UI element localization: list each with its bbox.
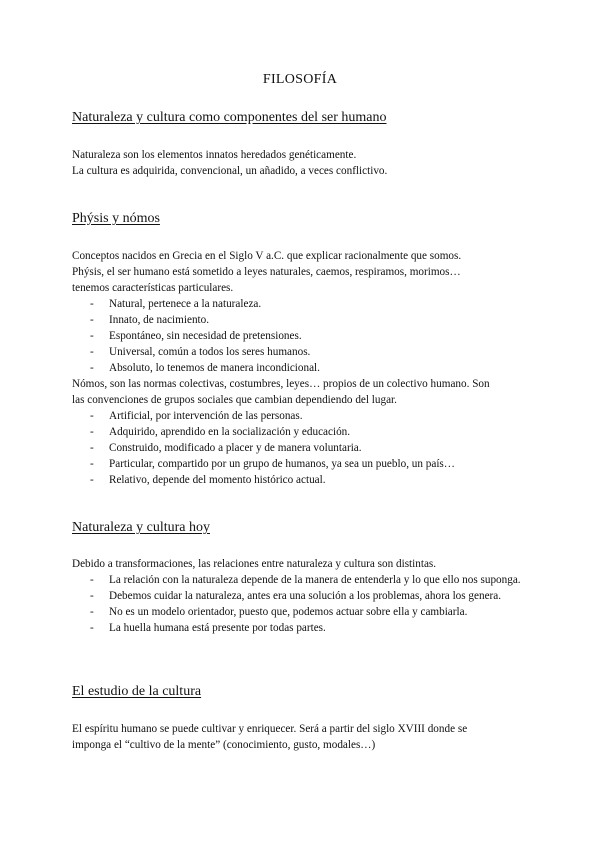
list-item <box>72 456 542 472</box>
list-item-text: No es un modelo orientador, puesto que, podemos actuar sobre ella y cambiarla. <box>109 606 468 618</box>
list-item <box>72 620 522 636</box>
dash-bullet: - <box>90 426 94 438</box>
list-item <box>72 312 542 328</box>
paragraph-line: El espíritu humano se puede cultivar y enriquecer. Será a partir del siglo XVIII donde se <box>72 723 468 735</box>
paragraph-line: Conceptos nacidos en Grecia en el Siglo V a.C. que explicar racionalmente que somos. <box>72 250 462 262</box>
dash-bullet: - <box>90 474 94 486</box>
list-item-text: Relativo, depende del momento histórico actual. <box>109 474 326 486</box>
section-heading-naturaleza-cultura: Naturaleza y cultura como componentes del ser humano <box>72 110 387 125</box>
list-item <box>72 424 542 440</box>
list-item-text: Adquirido, aprendido en la socialización y educación. <box>109 426 351 438</box>
list-item <box>72 588 522 604</box>
dash-bullet: - <box>90 314 94 326</box>
list-item <box>72 572 522 588</box>
dash-bullet: - <box>90 590 94 602</box>
list-item-text: Debemos cuidar la naturaleza, antes era una solución a los problemas, ahora los genera. <box>109 590 502 602</box>
list-item <box>72 296 542 312</box>
paragraph-line: tenemos características particulares. <box>72 282 234 294</box>
section1-body <box>72 147 532 179</box>
list-item-text: Particular, compartido por un grupo de humanos, ya sea un pueblo, un país… <box>109 458 455 470</box>
dash-bullet: - <box>90 298 94 310</box>
dash-bullet: - <box>90 330 94 342</box>
dash-bullet: - <box>90 410 94 422</box>
section4-body <box>72 721 542 753</box>
dash-bullet: - <box>90 346 94 358</box>
physis-list <box>72 296 542 376</box>
list-item-text: Absoluto, lo tenemos de manera incondicional. <box>109 362 320 374</box>
hoy-list <box>72 572 522 636</box>
paragraph-line: imponga el “cultivo de la mente” (conocimiento, gusto, modales…) <box>72 739 376 751</box>
dash-bullet: - <box>90 442 94 454</box>
section3-body <box>72 556 522 636</box>
list-item-text: Natural, pertenece a la naturaleza. <box>109 298 262 310</box>
dash-bullet: - <box>90 362 94 374</box>
list-item <box>72 408 542 424</box>
list-item-text: Construido, modificado a placer y de manera voluntaria. <box>109 442 362 454</box>
list-item-text: Universal, común a todos los seres humanos. <box>109 346 311 358</box>
nomos-list <box>72 408 542 488</box>
list-item-text: Espontáneo, sin necesidad de pretensiones. <box>109 330 302 342</box>
dash-bullet: - <box>90 622 94 634</box>
paragraph-line: Debido a transformaciones, las relaciones entre naturaleza y cultura son distintas. <box>72 558 437 570</box>
dash-bullet: - <box>90 574 94 586</box>
paragraph-line: La cultura es adquirida, convencional, un añadido, a veces conflictivo. <box>72 165 388 177</box>
list-item <box>72 360 542 376</box>
section-heading-naturaleza-cultura-hoy: Naturaleza y cultura hoy <box>72 520 210 535</box>
section-heading-physis-nomos: Phýsis y nómos <box>72 211 160 226</box>
section2-body <box>72 248 542 488</box>
list-item <box>72 344 542 360</box>
list-item <box>72 604 522 620</box>
dash-bullet: - <box>90 606 94 618</box>
paragraph-line: Naturaleza son los elementos innatos heredados genéticamente. <box>72 149 357 161</box>
list-item-text: Innato, de nacimiento. <box>109 314 210 326</box>
list-item-text: La relación con la naturaleza depende de la manera de entenderla y lo que ello nos suponga. <box>109 574 521 586</box>
page-title: FILOSOFÍA <box>262 72 338 87</box>
list-item <box>72 472 542 488</box>
dash-bullet: - <box>90 458 94 470</box>
list-item <box>72 440 542 456</box>
list-item-text: La huella humana está presente por todas partes. <box>109 622 326 634</box>
paragraph-line: Nómos, son las normas colectivas, costumbres, leyes… propios de un colectivo humano. Son <box>72 378 490 390</box>
list-item-text: Artificial, por intervención de las personas. <box>109 410 303 422</box>
paragraph-line: Phýsis, el ser humano está sometido a leyes naturales, caemos, respiramos, morimos… <box>72 266 461 278</box>
list-item <box>72 328 542 344</box>
paragraph-line: las convenciones de grupos sociales que cambian dependiendo del lugar. <box>72 394 397 406</box>
section-heading-estudio-cultura: El estudio de la cultura <box>72 684 202 699</box>
